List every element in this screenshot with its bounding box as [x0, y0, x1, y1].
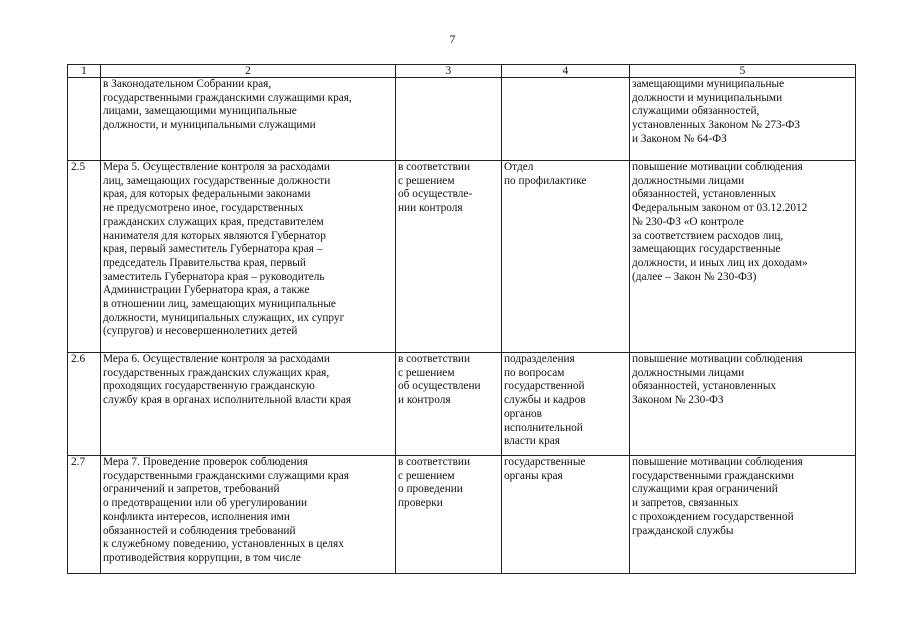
executor-cell: государственные органы края [502, 456, 630, 574]
result-cell: повышение мотивации соблюдения должностными лицами обязанностей, установленных Федеральным законом от 03.12.2012 № 230-ФЗ «О контроле за соответствием расходов лиц, замещающих государственные должности, и иных лиц их доходам» (далее – Закон № 230-ФЗ) [630, 161, 856, 353]
row-number: 2.5 [68, 161, 101, 353]
term-cell [396, 78, 502, 161]
term-cell: в соответствии с решением об осуществле- нии контроля [396, 161, 502, 353]
result-cell: замещающими муниципальные должности и муниципальными служащими обязанностей, установленных Законом № 273-ФЗ и Законом № 64-ФЗ [630, 78, 856, 161]
measure-cell: Мера 5. Осуществление контроля за расходами лиц, замещающих государственные должности края, для которых федеральными законами не предусмотрено иное, государственных гражданских служащих края, представителем нанимателя для которых являются Губернатор края, первый заместитель Губернатора края – председатель Правительства края, первый заместитель Губернатора края – руководитель Администрации Губернатора края, а также в отношении лиц, замещающих муниципальные должности, муниципальных служащих, их супруг (супругов) и несовершеннолетних детей [101, 161, 396, 353]
page-number: 7 [449, 32, 456, 46]
measures-table [67, 64, 856, 574]
table-row [68, 353, 856, 456]
row-number [68, 78, 101, 161]
measure-cell: Мера 7. Проведение проверок соблюдения государственными гражданскими служащими края ограничений и запретов, требований о предотвращении или об урегулировании конфликта интересов, исполнения ими обязанностей и соблюдения требований к служебному поведению, установленных в целях противодействия коррупции, в том числе [101, 456, 396, 574]
column-header: 5 [630, 65, 856, 78]
row-number: 2.6 [68, 353, 101, 456]
table-row [68, 78, 856, 161]
term-cell: в соответствии с решением об осуществлени и контроля [396, 353, 502, 456]
column-header: 4 [502, 65, 630, 78]
term-cell: в соответствии с решением о проведении проверки [396, 456, 502, 574]
table-row [68, 161, 856, 353]
column-header: 2 [101, 65, 396, 78]
row-number: 2.7 [68, 456, 101, 574]
column-header: 3 [396, 65, 502, 78]
result-cell: повышение мотивации соблюдения государственными гражданскими служащими края ограничений и запретов, связанных с прохождением государственной гражданской службы [630, 456, 856, 574]
executor-cell: подразделения по вопросам государственной службы и кадров органов исполнительной власти края [502, 353, 630, 456]
measure-cell: Мера 6. Осуществление контроля за расходами государственных гражданских служащих края, проходящих государственную гражданскую службу края в органах исполнительной власти края [101, 353, 396, 456]
table-header-row [68, 65, 856, 78]
table-row [68, 456, 856, 574]
executor-cell: Отдел по профилактике [502, 161, 630, 353]
result-cell: повышение мотивации соблюдения должностными лицами обязанностей, установленных Законом № 230-ФЗ [630, 353, 856, 456]
column-header: 1 [68, 65, 101, 78]
executor-cell [502, 78, 630, 161]
measure-cell: в Законодательном Собрании края, государственными гражданскими служащими края, лицами, замещающими муниципальные должности, и муниципальными служащими [101, 78, 396, 161]
